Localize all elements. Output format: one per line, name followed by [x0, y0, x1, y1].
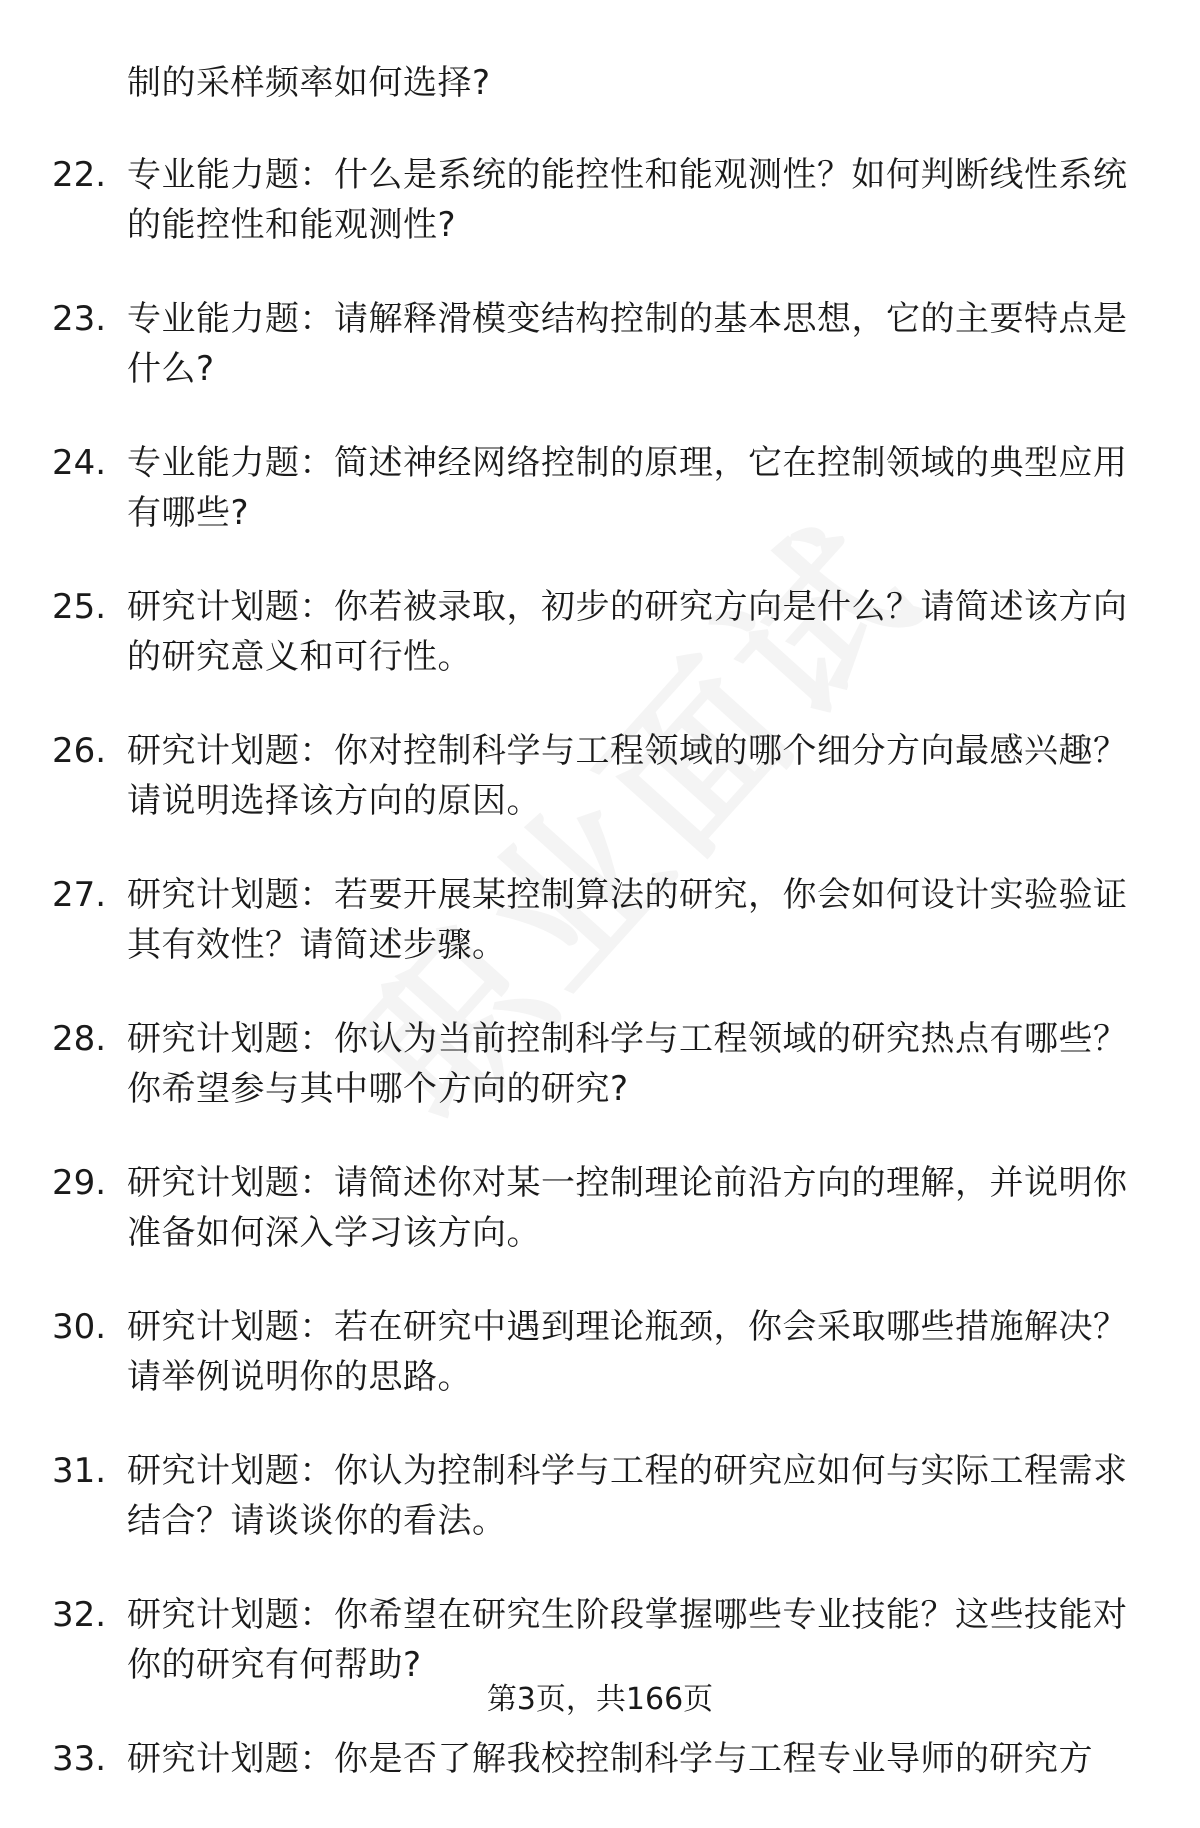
- question-number: 22.: [52, 155, 107, 195]
- question-number: 32.: [52, 1595, 107, 1635]
- question-number: 30.: [52, 1307, 107, 1347]
- question-text: 研究计划题：你若被录取，初步的研究方向是什么？请简述该方向的研究意义和可行性。: [127, 587, 1128, 677]
- question-number: 33.: [52, 1739, 107, 1779]
- question-number: 29.: [52, 1163, 107, 1203]
- question-item: [52, 726, 1142, 826]
- question-text: 专业能力题：简述神经网络控制的原理，它在控制领域的典型应用有哪些?: [127, 443, 1128, 533]
- question-number: 23.: [52, 299, 107, 339]
- question-item: [52, 1302, 1142, 1402]
- question-text: 研究计划题：你认为控制科学与工程的研究应如何与实际工程需求结合？请谈谈你的看法。: [127, 1451, 1128, 1541]
- question-text: 研究计划题：若在研究中遇到理论瓶颈，你会采取哪些措施解决？请举例说明你的思路。: [127, 1307, 1128, 1397]
- question-item: [52, 1158, 1142, 1258]
- question-item: [52, 1446, 1142, 1546]
- question-item: [52, 294, 1142, 394]
- question-number: 28.: [52, 1019, 107, 1059]
- continuation-text: 制的采样频率如何选择?: [127, 63, 491, 103]
- question-item: [52, 150, 1142, 250]
- question-text: 研究计划题：你希望在研究生阶段掌握哪些专业技能？这些技能对你的研究有何帮助?: [127, 1595, 1128, 1685]
- question-item: [52, 1734, 1142, 1784]
- question-item: [52, 870, 1142, 970]
- question-text: 研究计划题：若要开展某控制算法的研究，你会如何设计实验验证其有效性？请简述步骤。: [127, 875, 1128, 965]
- question-number: 27.: [52, 875, 107, 915]
- question-text: 研究计划题：你认为当前控制科学与工程领域的研究热点有哪些？你希望参与其中哪个方向的研究?: [127, 1019, 1128, 1109]
- question-list: [52, 58, 1142, 1828]
- question-item: [52, 582, 1142, 682]
- question-number: 26.: [52, 731, 107, 771]
- question-item: [52, 1014, 1142, 1114]
- question-item: [52, 1590, 1142, 1690]
- question-number: 31.: [52, 1451, 107, 1491]
- question-text: 研究计划题：请简述你对某一控制理论前沿方向的理解，并说明你准备如何深入学习该方向。: [127, 1163, 1128, 1253]
- question-text: 专业能力题：请解释滑模变结构控制的基本思想，它的主要特点是什么?: [127, 299, 1128, 389]
- question-text: 研究计划题：你是否了解我校控制科学与工程专业导师的研究方: [127, 1739, 1093, 1779]
- question-text: 研究计划题：你对控制科学与工程领域的哪个细分方向最感兴趣？请说明选择该方向的原因。: [127, 731, 1128, 821]
- page-footer: 第3页，共166页: [486, 1682, 714, 1717]
- question-number: 24.: [52, 443, 107, 483]
- question-item: [52, 438, 1142, 538]
- question-text: 专业能力题：什么是系统的能控性和能观测性？如何判断线性系统的能控性和能观测性?: [127, 155, 1128, 245]
- question-number: 25.: [52, 587, 107, 627]
- continuation-item: [52, 58, 1142, 108]
